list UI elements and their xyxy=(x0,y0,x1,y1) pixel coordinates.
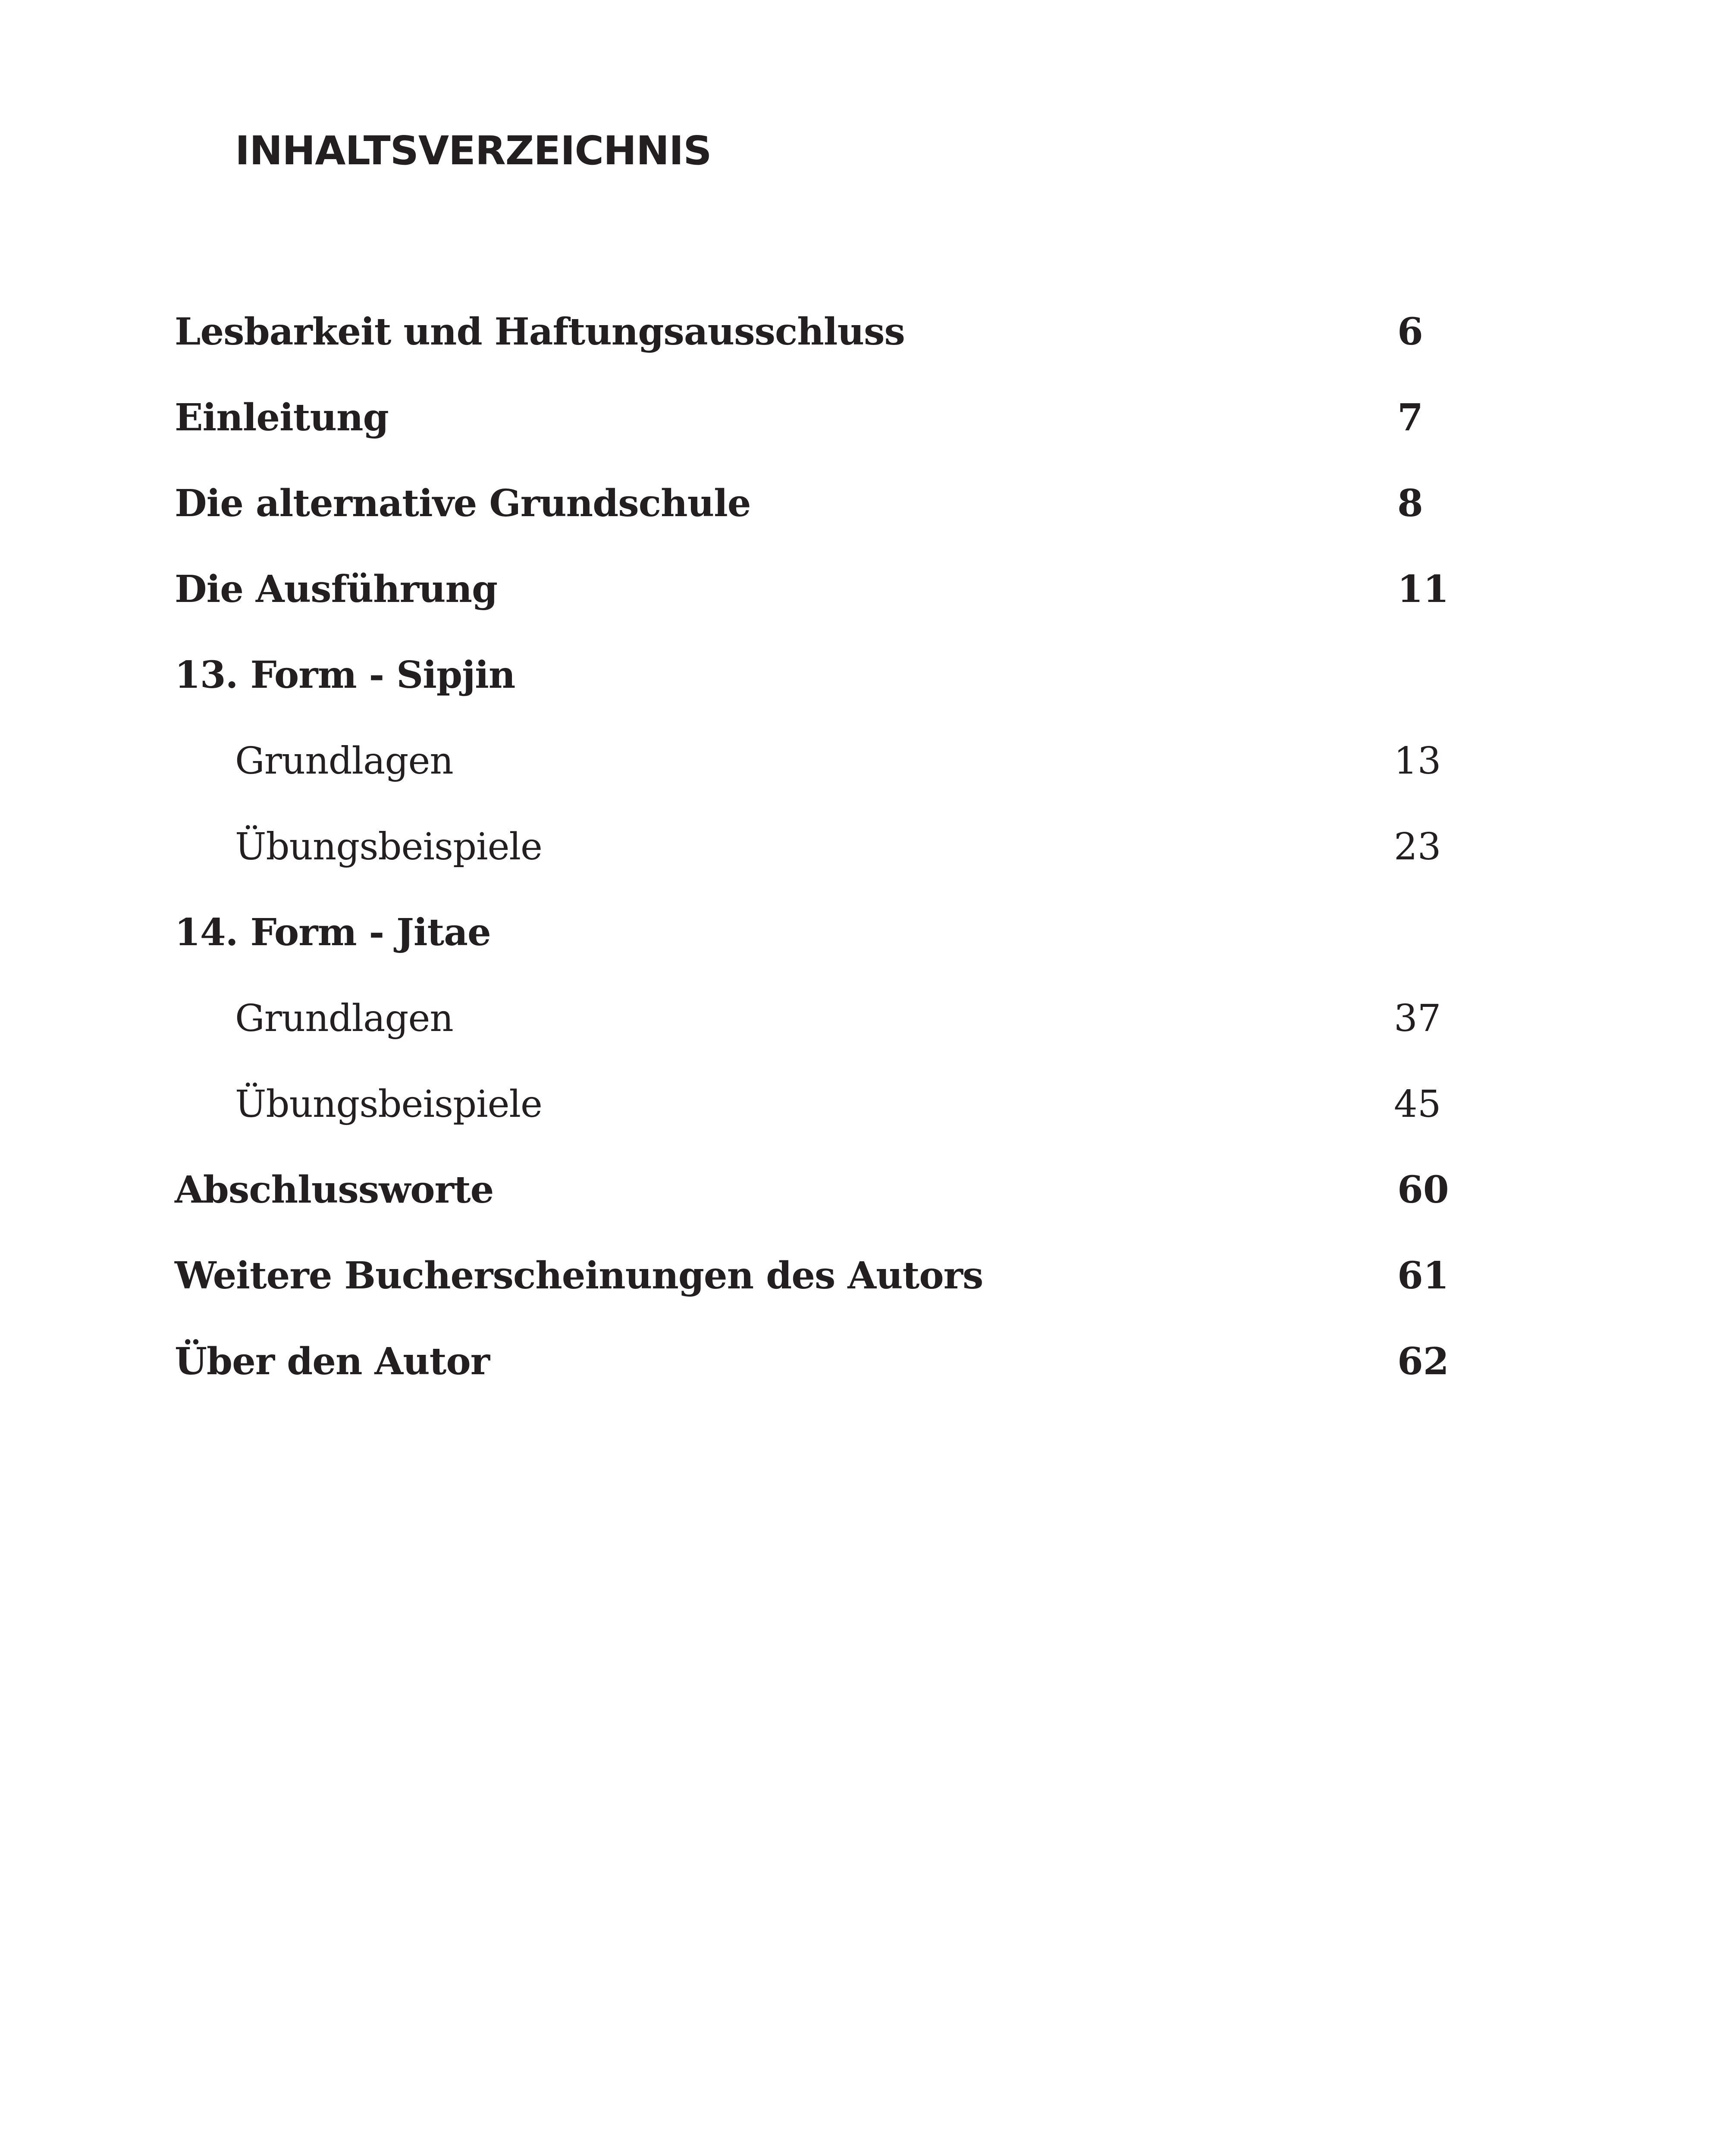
toc-entry-title: Die alternative Grundschule xyxy=(175,482,751,525)
toc-entry-page-number: 62 xyxy=(1397,1340,1449,1383)
toc-entry-title: Die Ausführung xyxy=(175,567,498,611)
toc-entry-page-number: 37 xyxy=(1394,997,1441,1040)
toc-subentry xyxy=(0,812,1732,881)
toc-entry xyxy=(0,1156,1732,1225)
toc-entry xyxy=(0,298,1732,367)
toc-entry-title: Weitere Bucherscheinungen des Autors xyxy=(175,1254,983,1297)
toc-entry-title: Über den Autor xyxy=(175,1340,490,1383)
toc-entry-page-number: 61 xyxy=(1397,1254,1449,1297)
toc-entry-page-number: 45 xyxy=(1394,1083,1441,1126)
toc-entry xyxy=(0,555,1732,624)
toc-entry-page-number: 11 xyxy=(1397,567,1449,611)
toc-subentry xyxy=(0,1070,1732,1139)
toc-subentry xyxy=(0,984,1732,1053)
toc-entry xyxy=(0,469,1732,538)
toc-entry-title: Einleitung xyxy=(175,396,389,439)
toc-entry-title: Übungsbeispiele xyxy=(235,1083,542,1126)
toc-entry xyxy=(0,1327,1732,1396)
toc-entry-title: Grundlagen xyxy=(235,997,453,1040)
toc-entry xyxy=(0,1241,1732,1310)
toc-entry-page-number: 13 xyxy=(1394,740,1441,783)
toc-section-heading xyxy=(0,641,1732,710)
toc-entry-page-number: 6 xyxy=(1397,310,1423,354)
toc-entry xyxy=(0,383,1732,452)
toc-subentry xyxy=(0,727,1732,796)
toc-entry-title: 14. Form - Jitae xyxy=(175,911,491,954)
toc-heading: INHALTSVERZEICHNIS xyxy=(235,128,712,174)
toc-entry-title: Abschlussworte xyxy=(175,1168,494,1212)
toc-entry-page-number: 8 xyxy=(1397,482,1423,525)
toc-entry-title: Grundlagen xyxy=(235,740,453,783)
toc-entry-page-number: 60 xyxy=(1397,1168,1449,1212)
toc-entry-title: Übungsbeispiele xyxy=(235,825,542,868)
toc-entry-page-number: 7 xyxy=(1397,396,1423,439)
toc-entry-page-number: 23 xyxy=(1394,825,1441,868)
toc-entry-title: Lesbarkeit und Haftungsausschluss xyxy=(175,310,905,354)
toc-entry-title: 13. Form - Sipjin xyxy=(175,653,515,697)
toc-section-heading xyxy=(0,898,1732,967)
